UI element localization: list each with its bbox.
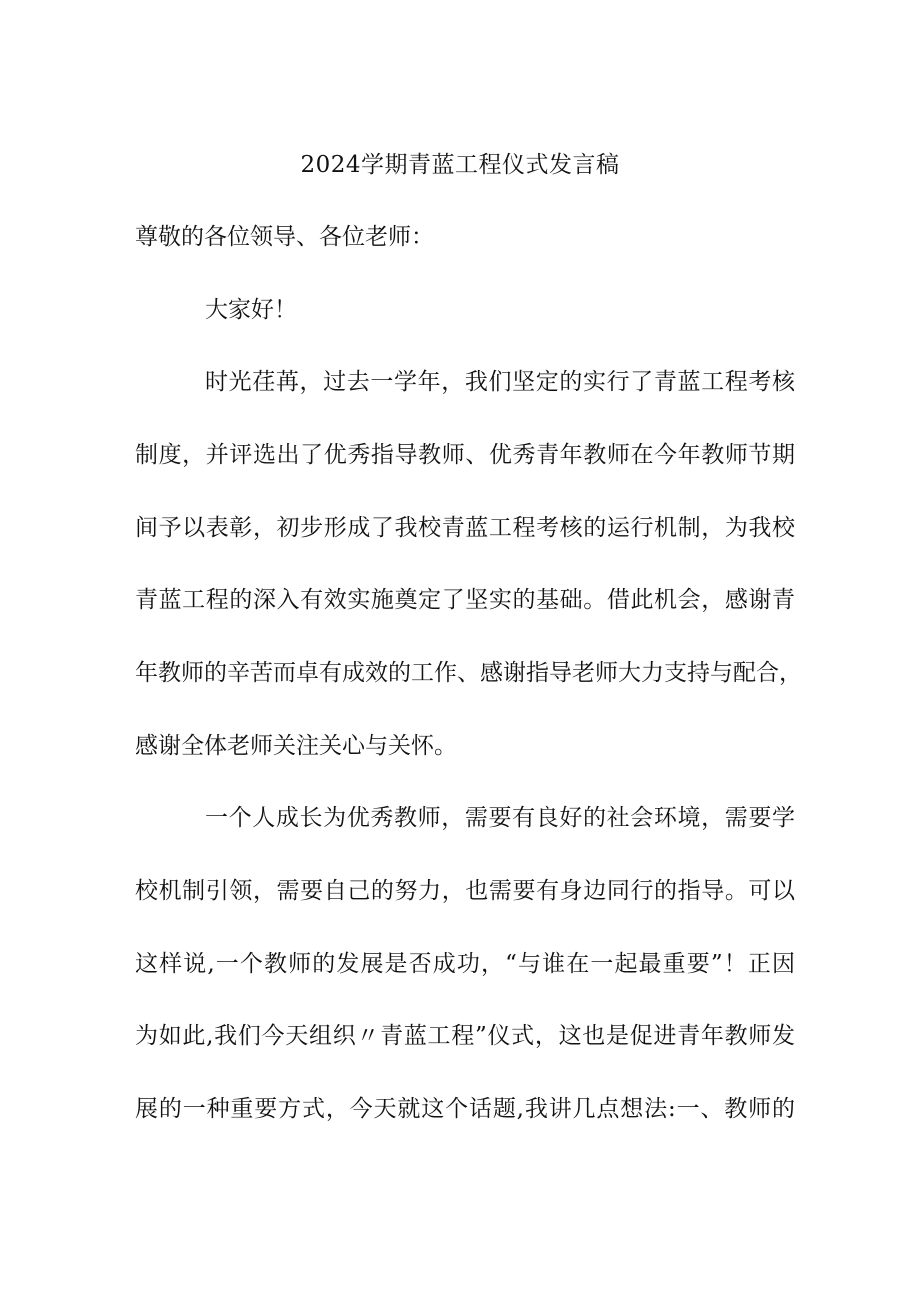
salutation: 尊敬的各位领导、各位老师：	[135, 224, 434, 250]
greeting: 大家好！	[205, 297, 297, 323]
paragraph-2-line-3: 这样说,一个教师的发展是否成功，“与谁在一起最重要”！正因	[135, 951, 795, 977]
paragraph-1-line-6: 感谢全体老师关注关心与关怀。	[135, 733, 457, 759]
paragraph-1-line-2: 制度，并评选出了优秀指导教师、优秀青年教师在今年教师节期	[135, 442, 795, 468]
paragraph-1-line-5: 年教师的辛苦而卓有成效的工作、感谢指导老师大力支持与配合，	[135, 660, 802, 686]
paragraph-1-line-3: 间予以表彰，初步形成了我校青蓝工程考核的运行机制，为我校	[135, 515, 795, 541]
paragraph-2-line-1: 一个人成长为优秀教师，需要有良好的社会环境，需要学	[205, 805, 795, 831]
paragraph-2-line-4: 为如此,我们今天组织〃青蓝工程”仪式，这也是促进青年教师发	[135, 1023, 795, 1049]
paragraph-2-line-5: 展的一种重要方式，今天就这个话题,我讲几点想法:一、教师的	[135, 1096, 795, 1122]
paragraph-2-line-2: 校机制引领，需要自己的努力，也需要有身边同行的指导。可以	[135, 878, 795, 904]
paragraph-1-line-1: 时光荏苒，过去一学年，我们坚定的实行了青蓝工程考核	[205, 369, 795, 395]
paragraph-1-line-4: 青蓝工程的深入有效实施奠定了坚实的基础。借此机会，感谢青	[135, 587, 795, 613]
document-title: 2024学期青蓝工程仪式发言稿	[300, 152, 620, 178]
